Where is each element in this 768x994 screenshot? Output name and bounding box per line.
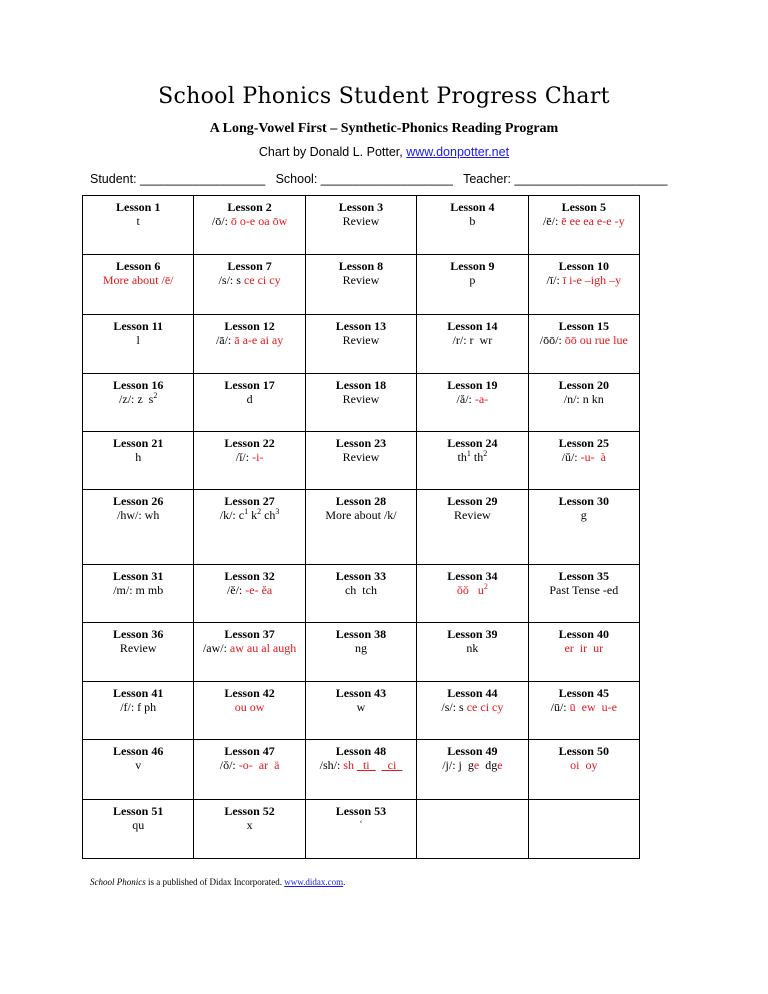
lesson-sound-text: ch — [261, 508, 276, 523]
lesson-number: Lesson 18 — [335, 377, 387, 392]
lesson-number: Lesson 7 — [227, 259, 272, 274]
lesson-content — [419, 758, 525, 772]
lesson-cell — [83, 740, 194, 799]
byline — [0, 145, 768, 159]
lesson-cell — [194, 799, 305, 858]
lesson-sound-text: /z/: z s — [119, 391, 154, 406]
table-row — [83, 564, 640, 622]
lesson-sound-text: /k/: c — [219, 508, 245, 523]
lesson-sound-text: v — [135, 758, 142, 773]
lesson-sound-text: /aw/: — [202, 640, 230, 655]
footer-note — [90, 877, 345, 887]
lesson-number: Lesson 25 — [558, 436, 609, 451]
lesson-cell — [194, 740, 305, 799]
student-info-fields — [90, 172, 710, 186]
empty-cell — [528, 799, 639, 858]
lesson-cell — [194, 564, 305, 622]
lesson-content — [308, 641, 414, 655]
publisher-link[interactable]: www.didax.com — [284, 877, 344, 887]
lesson-cell — [417, 196, 528, 255]
lesson-cell — [305, 682, 416, 740]
lesson-content — [419, 273, 525, 287]
lesson-sound-text: d — [246, 391, 253, 406]
lesson-sound-text: /j/: j g — [442, 758, 474, 773]
lesson-cell — [194, 314, 305, 373]
lesson-content — [308, 392, 414, 406]
lesson-cell — [417, 314, 528, 373]
footer-end: . — [343, 877, 346, 887]
lesson-number: Lesson 48 — [335, 744, 387, 759]
lesson-sound-text: /ī/: — [546, 273, 563, 288]
lesson-number: Lesson 49 — [447, 744, 498, 759]
lesson-number: Lesson 6 — [116, 259, 161, 274]
lesson-cell — [528, 255, 639, 314]
lesson-sound-text: p — [469, 273, 476, 288]
lesson-number: Lesson 39 — [447, 626, 498, 641]
lesson-content — [196, 508, 302, 522]
lesson-sound-text: Review — [342, 214, 380, 228]
lesson-sound-text: t — [136, 214, 140, 228]
lesson-sound-text: th — [457, 450, 467, 465]
lesson-number: Lesson 51 — [113, 803, 164, 818]
lesson-cell — [305, 799, 416, 858]
lesson-sound-text: /ĕ/: — [226, 582, 246, 597]
lesson-content — [196, 641, 302, 655]
lesson-number: Lesson 4 — [450, 200, 495, 214]
lesson-content — [308, 508, 414, 522]
lesson-cell — [83, 682, 194, 740]
lesson-number: Lesson 27 — [224, 494, 275, 509]
lesson-cell — [528, 740, 639, 799]
lesson-number: Lesson 37 — [224, 626, 275, 641]
lesson-number: Lesson 36 — [113, 626, 164, 641]
lesson-cell — [83, 622, 194, 681]
lesson-content — [85, 758, 191, 772]
lesson-sound-text: ōō ou rue lue — [564, 332, 628, 347]
lesson-sound-text: ŏŏ u — [456, 582, 484, 597]
lesson-content — [85, 450, 191, 464]
lesson-cell — [194, 255, 305, 314]
lesson-sound-text: -e- ĕa — [245, 582, 273, 597]
byline-text: Chart by Donald L. Potter, — [258, 145, 407, 159]
lesson-sound-text: /s/: s — [441, 700, 467, 715]
lesson-sound-text: /hw/: wh — [117, 508, 160, 523]
lesson-sound-text: More about /ē/ — [102, 273, 174, 288]
lesson-number: Lesson 50 — [558, 744, 609, 759]
lesson-cell — [305, 564, 416, 622]
lesson-content — [85, 818, 191, 832]
lesson-content — [308, 333, 414, 347]
lesson-sound-text: b — [469, 214, 476, 228]
lesson-number: Lesson 32 — [224, 568, 275, 583]
author-website-link[interactable]: www.donpotter.net — [406, 145, 510, 159]
lesson-sound-text: ce ci cy — [466, 700, 504, 715]
lesson-content — [419, 214, 525, 228]
lesson-sound-text: ō o-e oa ōw — [230, 214, 288, 228]
lesson-cell — [305, 490, 416, 564]
lesson-content — [196, 700, 302, 714]
lesson-number: Lesson 47 — [224, 744, 275, 759]
table-row — [83, 682, 640, 740]
lesson-table-body — [83, 196, 640, 859]
lesson-number: Lesson 31 — [113, 568, 164, 583]
lesson-content — [531, 508, 637, 522]
lesson-content — [419, 641, 525, 655]
lesson-sound-text: /m/: m mb — [113, 582, 164, 597]
lesson-content — [419, 392, 525, 406]
table-row — [83, 196, 640, 255]
lesson-number: Lesson 24 — [447, 436, 498, 451]
lesson-sound-text: 2 — [153, 390, 158, 400]
lesson-cell — [305, 373, 416, 431]
lesson-number: Lesson 10 — [558, 259, 609, 274]
lesson-number: Lesson 34 — [447, 568, 498, 583]
lesson-number: Lesson 14 — [447, 318, 498, 333]
table-row — [83, 314, 640, 373]
lesson-sound-text: Past Tense -ed — [549, 582, 619, 597]
lesson-content — [419, 450, 525, 464]
table-row — [83, 432, 640, 490]
lesson-cell — [83, 490, 194, 564]
lesson-sound-text: 2 — [257, 507, 262, 517]
table-row — [83, 255, 640, 314]
lesson-sound-text: oi oy — [570, 758, 598, 773]
lesson-content — [419, 333, 525, 347]
lesson-sound-text: sh — [343, 758, 357, 773]
lesson-number: Lesson 44 — [447, 686, 498, 701]
lesson-content — [196, 273, 302, 287]
lesson-number: Lesson 3 — [338, 200, 384, 214]
lesson-number: Lesson 12 — [224, 318, 275, 333]
lesson-cell — [83, 196, 194, 255]
teacher-field: Teacher: ______________________ — [463, 172, 668, 186]
lesson-cell — [417, 432, 528, 490]
lesson-content — [85, 508, 191, 522]
lesson-number: Lesson 41 — [113, 686, 164, 701]
lesson-cell — [528, 622, 639, 681]
lesson-content — [531, 392, 637, 406]
table-row — [83, 490, 640, 564]
lesson-sound-text: ch tch — [344, 582, 377, 597]
lesson-cell — [528, 196, 639, 255]
lesson-sound-text: k — [248, 508, 258, 523]
lesson-sound-text: 2 — [483, 581, 488, 591]
lesson-sound-text: h — [135, 450, 142, 465]
table-row — [83, 799, 640, 858]
lesson-content — [531, 700, 637, 714]
lesson-cell — [194, 196, 305, 255]
student-field: Student: __________________ — [90, 172, 266, 186]
lesson-sound-text: -a- — [474, 391, 489, 406]
lesson-sound-text: _ci_ — [381, 758, 403, 773]
lesson-content — [308, 450, 414, 464]
lesson-number: Lesson 33 — [335, 568, 387, 583]
lesson-cell — [83, 564, 194, 622]
lesson-cell — [528, 373, 639, 431]
lesson-sound-text: More about /k/ — [325, 508, 397, 523]
lesson-cell — [194, 432, 305, 490]
lesson-sound-text: /r/: r wr — [452, 332, 493, 347]
lesson-sound-text: /ŭ/: — [561, 450, 581, 465]
lesson-sound-text: 3 — [275, 507, 280, 517]
lesson-number: Lesson 1 — [116, 200, 161, 214]
lesson-sound-text: /ō/: — [211, 214, 231, 228]
lesson-number: Lesson 8 — [338, 259, 384, 274]
lesson-sound-text: qu — [132, 817, 145, 832]
lesson-number: Lesson 52 — [224, 803, 275, 818]
lesson-number: Lesson 21 — [113, 436, 164, 451]
lesson-content — [308, 818, 414, 832]
lesson-number: Lesson 26 — [113, 494, 164, 509]
lesson-cell — [417, 255, 528, 314]
table-row — [83, 740, 640, 799]
lesson-number: Lesson 17 — [224, 377, 275, 392]
lesson-content — [308, 273, 414, 287]
lesson-number: Lesson 28 — [335, 494, 387, 509]
lesson-sound-text: dg — [479, 758, 498, 773]
lesson-number: Lesson 11 — [113, 318, 164, 333]
lesson-sound-text: /ū/: — [550, 700, 570, 715]
lesson-number: Lesson 45 — [558, 686, 609, 701]
lesson-sound-text: er ir ur — [564, 640, 604, 655]
page-subtitle: A Long-Vowel First – Synthetic-Phonics Reading Program — [209, 121, 559, 136]
lesson-sound-text: Review — [454, 508, 491, 523]
lesson-content — [308, 758, 414, 772]
lesson-cell — [194, 622, 305, 681]
lesson-cell — [417, 373, 528, 431]
lesson-number: Lesson 46 — [113, 744, 164, 759]
lesson-sound-text: /sh/: — [319, 758, 344, 773]
lesson-number: Lesson 38 — [335, 626, 387, 641]
lesson-sound-text: Review — [342, 332, 380, 347]
lesson-sound-text: ng — [354, 640, 367, 655]
lesson-cell — [528, 682, 639, 740]
lesson-number: Lesson 53 — [335, 803, 387, 818]
lesson-content — [419, 508, 525, 522]
lesson-cell — [417, 740, 528, 799]
lesson-number: Lesson 42 — [224, 686, 275, 701]
lesson-sound-text: _ti_ — [356, 758, 376, 773]
lesson-sound-text: e — [473, 758, 480, 773]
lesson-number: Lesson 19 — [447, 377, 498, 392]
lesson-sound-text: Review — [342, 391, 380, 406]
lesson-content — [85, 392, 191, 406]
lesson-number: Lesson 40 — [558, 626, 609, 641]
lesson-cell — [83, 255, 194, 314]
lesson-cell — [194, 373, 305, 431]
lesson-content — [196, 450, 302, 464]
lesson-sound-text: -o- ar ä — [238, 758, 280, 773]
lesson-number: Lesson 2 — [227, 200, 272, 214]
lesson-sound-text: /ā/: — [215, 332, 235, 347]
lesson-sound-text: nk — [466, 640, 479, 655]
lesson-sound-text: /ă/: — [456, 391, 475, 406]
lesson-content — [531, 758, 637, 772]
lesson-number: Lesson 23 — [335, 436, 387, 451]
lesson-sound-text: Review — [119, 640, 157, 655]
lesson-content — [308, 700, 414, 714]
table-row — [83, 373, 640, 431]
lesson-sound-text: l — [136, 332, 140, 347]
lesson-content — [85, 583, 191, 597]
lesson-number: Lesson 5 — [561, 200, 606, 214]
lesson-content — [531, 333, 637, 347]
lesson-cell — [417, 622, 528, 681]
lesson-sound-text: g — [580, 508, 587, 523]
lesson-sound-text: ē ee ea e-e -y — [561, 214, 625, 228]
table-row — [83, 622, 640, 681]
lesson-content — [308, 214, 414, 228]
lesson-sound-text: /ŏ/: — [219, 758, 239, 773]
lesson-number: Lesson 22 — [224, 436, 275, 451]
lesson-content — [531, 450, 637, 464]
lesson-sound-text: w — [356, 700, 366, 715]
lesson-sound-text: Review — [342, 273, 380, 288]
lesson-content — [308, 583, 414, 597]
lesson-sound-text: /f/: f ph — [120, 700, 157, 715]
lesson-sound-text: ʿ — [358, 817, 363, 832]
lesson-sound-text: /s/: s — [218, 273, 244, 288]
lesson-number: Lesson 43 — [335, 686, 387, 701]
lesson-sound-text: th — [470, 450, 484, 465]
lesson-cell — [83, 373, 194, 431]
lesson-content — [85, 641, 191, 655]
lesson-cell — [194, 682, 305, 740]
lesson-content — [531, 583, 637, 597]
lesson-sound-text: x — [246, 817, 253, 832]
lesson-sound-text: aw au al augh — [229, 640, 297, 655]
lesson-content — [85, 333, 191, 347]
lesson-content — [531, 273, 637, 287]
lesson-number: Lesson 20 — [558, 377, 609, 392]
lesson-sound-text: /ōō/: — [539, 332, 565, 347]
lesson-cell — [417, 490, 528, 564]
lesson-content — [85, 273, 191, 287]
lesson-sound-text: /n/: n kn — [563, 391, 604, 406]
footer-text: is a published of Didax Incorporated. — [145, 877, 285, 887]
lesson-cell — [305, 196, 416, 255]
lesson-sound-text: /ē/: — [542, 214, 562, 228]
lesson-cell — [305, 432, 416, 490]
school-field: School: ___________________ — [275, 172, 453, 186]
lesson-cell — [528, 490, 639, 564]
lesson-content — [531, 641, 637, 655]
lesson-number: Lesson 9 — [450, 259, 495, 274]
lesson-cell — [528, 432, 639, 490]
lesson-number: Lesson 29 — [447, 494, 498, 509]
footer-italic: School Phonics — [90, 877, 146, 887]
lesson-cell — [305, 314, 416, 373]
lesson-sound-text: e — [497, 758, 503, 773]
lesson-content — [196, 583, 302, 597]
lesson-number: Lesson 13 — [335, 318, 387, 333]
lesson-cell — [305, 622, 416, 681]
lesson-number: Lesson 15 — [558, 318, 609, 333]
lesson-cell — [83, 432, 194, 490]
lesson-sound-text: ā a-e ai ay — [234, 332, 284, 347]
lesson-content — [196, 392, 302, 406]
lesson-sound-text: 2 — [483, 449, 488, 459]
lesson-sound-text: Review — [342, 450, 380, 465]
lesson-content — [419, 583, 525, 597]
page-title: School Phonics Student Progress Chart — [158, 84, 610, 109]
lesson-sound-text: ce ci cy — [243, 273, 281, 288]
lesson-sound-text: -i- — [252, 450, 264, 465]
lesson-number: Lesson 35 — [558, 568, 609, 583]
lesson-sound-text: ū ew u-e — [569, 700, 617, 715]
empty-cell — [417, 799, 528, 858]
lesson-cell — [83, 314, 194, 373]
lesson-content — [196, 214, 302, 228]
lesson-sound-text: 1 — [244, 507, 249, 517]
lesson-cell — [417, 682, 528, 740]
lesson-sound-text: ou ow — [234, 700, 265, 715]
lesson-content — [196, 758, 302, 772]
lesson-sound-text: -u- à — [580, 450, 606, 465]
lesson-sound-text: ī i-e –igh –y — [562, 273, 622, 288]
lesson-cell — [417, 564, 528, 622]
lesson-cell — [528, 314, 639, 373]
lesson-sound-text: /ĭ/: — [235, 450, 253, 465]
lesson-cell — [305, 740, 416, 799]
lesson-content — [85, 214, 191, 228]
lesson-sound-text: 1 — [466, 449, 471, 459]
lesson-cell — [83, 799, 194, 858]
lesson-content — [196, 818, 302, 832]
lesson-content — [196, 333, 302, 347]
lesson-cell — [528, 564, 639, 622]
lesson-number: Lesson 16 — [113, 377, 164, 392]
lesson-content — [85, 700, 191, 714]
lesson-content — [419, 700, 525, 714]
lesson-content — [531, 214, 637, 228]
lesson-progress-table — [82, 195, 640, 859]
lesson-number: Lesson 30 — [558, 494, 609, 509]
lesson-cell — [305, 255, 416, 314]
lesson-cell — [194, 490, 305, 564]
